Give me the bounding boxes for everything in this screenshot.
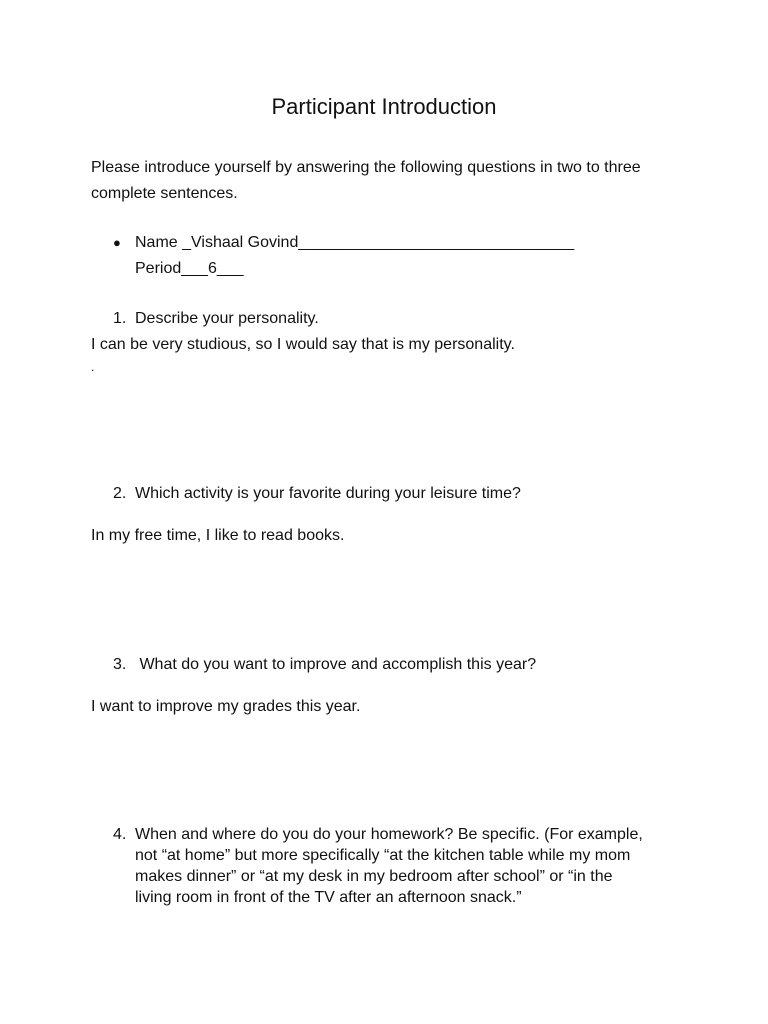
answer-text: I want to improve my grades this year.: [91, 698, 361, 715]
answer-text: I can be very studious, so I would say that is my personality.: [91, 336, 515, 353]
question-text: When and where do you do your homework? Be specific. (For example, not “at home” but more specifically “at the kitchen table while my mom makes dinner” or “at my desk in my bedroom after school” or “in the living room in front of the TV after an afternoon snack.”: [135, 826, 643, 906]
page-title: Participant Introduction: [271, 94, 497, 119]
question-number: 1.: [113, 310, 127, 327]
name-line: Name _Vishaal Govind_______________________________: [135, 234, 575, 251]
question-text: Describe your personality.: [135, 310, 319, 327]
bullet-marker: ●: [113, 235, 121, 250]
period-line: Period___6___: [135, 260, 244, 277]
question-number: 3.: [113, 656, 127, 673]
question-text: Which activity is your favorite during your leisure time?: [135, 485, 521, 502]
intro-paragraph: Please introduce yourself by answering the following questions in two to three complete sentences.: [91, 159, 641, 202]
answer-text: In my free time, I like to read books.: [91, 527, 345, 544]
question-number: 2.: [113, 485, 127, 502]
stray-period: .: [91, 360, 95, 374]
question-text: What do you want to improve and accomplish this year?: [135, 656, 537, 673]
question-number: 4.: [113, 826, 127, 843]
